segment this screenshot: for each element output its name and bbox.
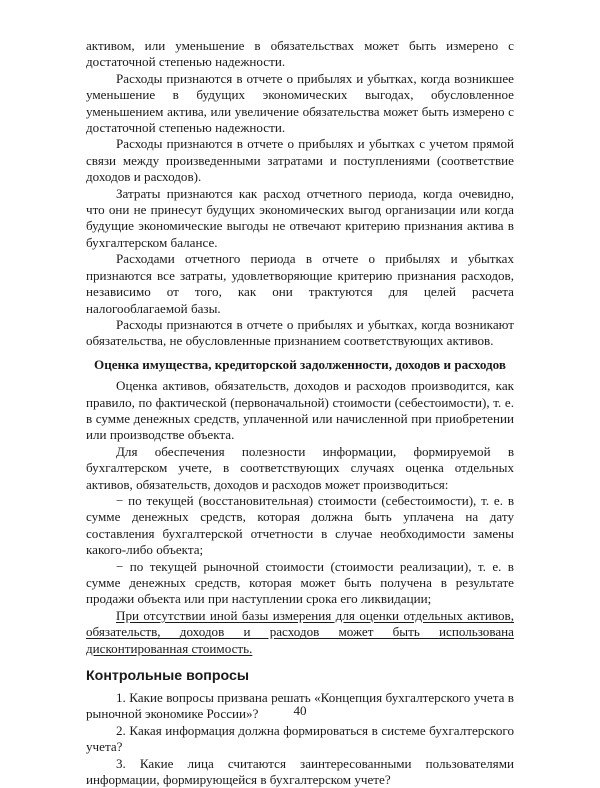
question-item: 3. Какие лица считаются заинтересованными пользователями информации, формирующейся в бухгалтерском учете? [86, 755, 514, 788]
paragraph: Для обеспечения полезности информации, формируемой в бухгалтерском учете, в соответствующих случаях оценка отдельных активов, обязательств, доходов и расходов может производиться: [86, 443, 514, 492]
list-item: − по текущей (восстановительная) стоимости (себестоимости), т. е. в сумме денежных средств, которая должна быть уплачена на дату составления бухгалтерской отчетности в случае необходимости замены какого-либо объекта; [86, 492, 514, 558]
question-item: 1. Какие вопросы призвана решать «Концепция бухгалтерского учета в рыночной экономике России»? [86, 690, 514, 722]
paragraph: активом, или уменьшение в обязательствах может быть измерено с достаточной степенью надежности. [86, 38, 514, 70]
section-heading: Оценка имущества, кредиторской задолженности, доходов и расходов [94, 356, 506, 372]
paragraph: Расходы признаются в отчете о прибылях и убытках, когда возникают обязательства, не обусловленные признанием соответствующих активов. [86, 316, 514, 349]
page-number: 40 [293, 703, 307, 718]
paragraph: Расходами отчетного периода в отчете о прибылях и убытках признаются все затраты, удовлетворяющие критерию признания расходов, независимо от того, как они трактуются для целей расчета налогооблагаемой базы. [86, 251, 514, 316]
paragraph: Оценка активов, обязательств, доходов и расходов производится, как правило, по фактической (первоначальной) стоимости (себестоимости), т. е. в сумме денежных средств, уплаченной или начисленной при приобретении или производстве объекта. [86, 378, 514, 443]
paragraph: Расходы признаются в отчете о прибылях и убытках, когда возникшее уменьшение в будущих экономических выгодах, обусловленное уменьшением актива, или увеличение обязательства может быть измерено с достаточной степенью надежности. [86, 70, 514, 136]
list-item: − по текущей рыночной стоимости (стоимости реализации), т. е. в сумме денежных средств, которая может быть получена в результате продажи объекта или при наступлении срока его ликвидации; [86, 558, 514, 607]
underlined-paragraph: При отсутствии иной базы измерения для оценки отдельных активов, обязательств, доходов и расходов может быть использована дисконтированная стоимость. [86, 607, 514, 656]
paragraph: Расходы признаются в отчете о прибылях и убытках с учетом прямой связи между произведенными затратами и поступлениями (соответствие доходов и расходов). [86, 136, 514, 185]
control-questions-heading: Контрольные вопросы [86, 668, 249, 685]
question-item: 2. Какая информация должна формироваться в системе бухгалтерского учета? [86, 722, 514, 755]
paragraph: Затраты признаются как расход отчетного периода, когда очевидно, что они не принесут будущих экономических выгод организации или когда будущие экономические выгоды не отвечают критерию признания актива в бухгалтерском балансе. [86, 185, 514, 250]
